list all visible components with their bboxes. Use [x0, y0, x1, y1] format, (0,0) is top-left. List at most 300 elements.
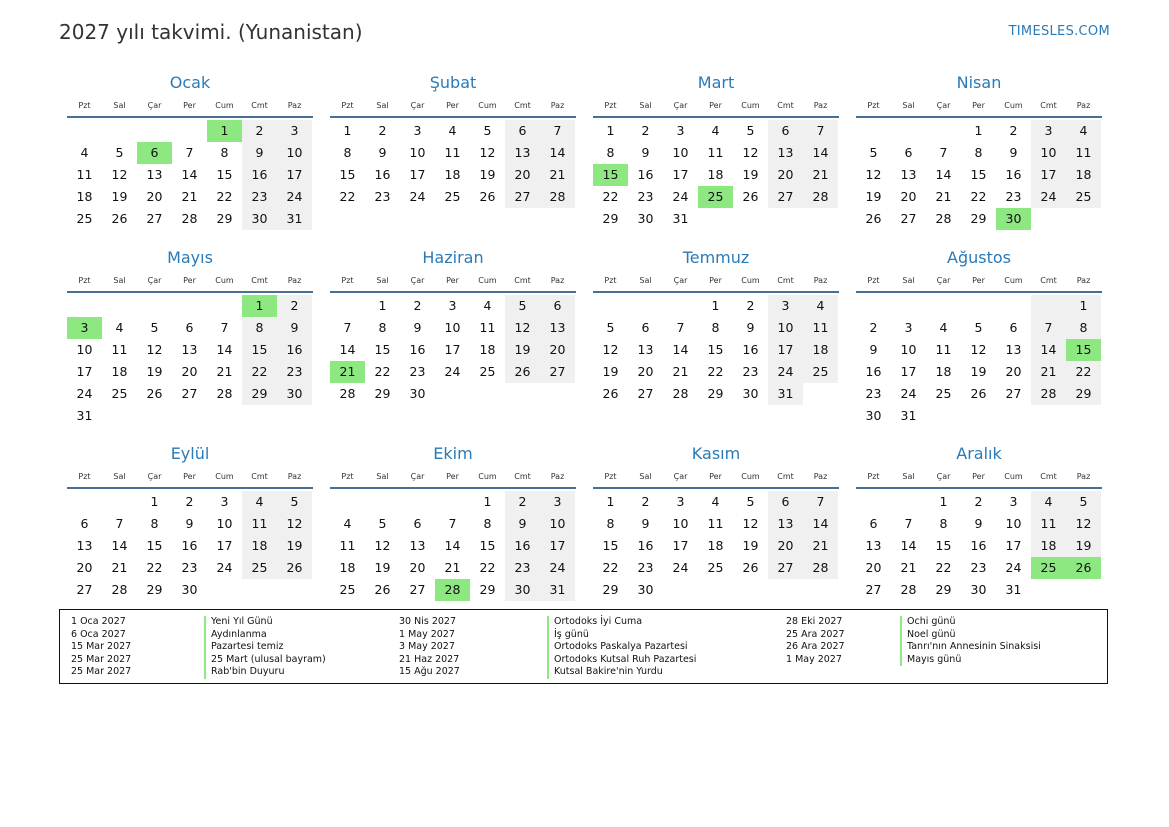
day-cell: 28: [435, 579, 470, 601]
day-cell: 18: [803, 339, 838, 361]
weekday-label: Çar: [673, 101, 688, 110]
day-cell: 29: [707, 386, 724, 401]
day-cell: 17: [540, 535, 575, 557]
day-cell: 15: [479, 538, 496, 553]
day-cell: 26: [1066, 557, 1101, 579]
day-cell: 12: [1066, 513, 1101, 535]
weekday-header: [593, 471, 839, 489]
weekday-label: Cmt: [777, 101, 794, 110]
weekday-label: Pzt: [604, 101, 617, 110]
day-cell: 14: [540, 142, 575, 164]
weekday-label: Çar: [936, 472, 951, 481]
day-cell: 2: [277, 295, 312, 317]
day-cell: 1: [939, 494, 948, 509]
empty-cell: [1031, 208, 1066, 230]
day-cell: 22: [602, 189, 619, 204]
day-cell: 8: [711, 320, 720, 335]
day-cell: 28: [339, 386, 356, 401]
day-cell: 31: [768, 383, 803, 405]
legend-date: 1 Oca 2027: [71, 616, 126, 627]
day-cell: 5: [746, 494, 755, 509]
day-cell: 8: [1066, 317, 1101, 339]
day-cell: 11: [1066, 142, 1101, 164]
day-cell: 11: [76, 167, 93, 182]
day-cell: 25: [803, 361, 838, 383]
day-cell: 2: [413, 298, 422, 313]
empty-cell: [961, 405, 996, 427]
day-cell: 5: [115, 145, 124, 160]
legend-holiday-name: 25 Mart (ulusal bayram): [204, 654, 326, 667]
day-cell: 22: [146, 560, 163, 575]
day-cell: 31: [900, 408, 917, 423]
day-cell: 27: [505, 186, 540, 208]
day-cell: 2: [185, 494, 194, 509]
day-cell: 28: [672, 386, 689, 401]
empty-cell: [856, 120, 891, 142]
weekday-label: Cmt: [251, 472, 268, 481]
week-row: [67, 361, 313, 383]
weekday-label: Paz: [550, 472, 565, 481]
day-cell: 21: [935, 189, 952, 204]
day-cell: 3: [1009, 494, 1018, 509]
weekday-label: Çar: [147, 276, 162, 285]
weekday-header: [330, 471, 576, 489]
weekday-label: Per: [709, 276, 722, 285]
day-cell: 1: [1066, 295, 1101, 317]
day-cell: 12: [146, 342, 163, 357]
day-cell: 7: [220, 320, 229, 335]
week-row: [67, 142, 313, 164]
day-cell: 23: [181, 560, 198, 575]
day-cell: 25: [707, 560, 724, 575]
week-row: [856, 317, 1102, 339]
day-cell: 23: [865, 386, 882, 401]
day-cell: 13: [768, 513, 803, 535]
day-cell: 21: [330, 361, 365, 383]
brand-link[interactable]: TIMESLES.COM: [1008, 24, 1110, 39]
empty-cell: [207, 295, 242, 317]
day-cell: 25: [444, 189, 461, 204]
day-cell: 4: [115, 320, 124, 335]
weekday-label: Pzt: [78, 472, 91, 481]
legend-date: 25 Ara 2027: [786, 628, 845, 640]
day-cell: 8: [606, 145, 615, 160]
empty-cell: [207, 579, 242, 601]
weekday-label: Paz: [1076, 276, 1091, 285]
legend-holiday-name: Noel günü: [900, 629, 1041, 642]
day-cell: 24: [768, 361, 803, 383]
empty-cell: [365, 491, 400, 513]
month-days: [856, 491, 1102, 601]
month-4: [67, 247, 313, 427]
legend-holiday-name: Kutsal Bakire'nin Yurdu: [547, 666, 696, 679]
week-row: [330, 361, 576, 383]
week-row: [856, 120, 1102, 142]
day-cell: 25: [1066, 186, 1101, 208]
day-cell: 6: [1009, 320, 1018, 335]
legend-holiday-name: İş günü: [547, 629, 696, 642]
week-row: [593, 142, 839, 164]
day-cell: 27: [1005, 386, 1022, 401]
day-cell: 22: [374, 364, 391, 379]
calendar-grid: [67, 72, 1102, 602]
weekday-label: Sal: [639, 101, 652, 110]
day-cell: 11: [707, 145, 724, 160]
month-days: [330, 295, 576, 405]
day-cell: 4: [711, 123, 720, 138]
week-row: [67, 339, 313, 361]
empty-cell: [330, 491, 365, 513]
day-cell: 19: [742, 538, 759, 553]
day-cell: 29: [479, 582, 496, 597]
day-cell: 10: [216, 516, 233, 531]
day-cell: 25: [242, 557, 277, 579]
weekday-label: Pzt: [604, 472, 617, 481]
day-cell: 29: [935, 582, 952, 597]
day-cell: 31: [540, 579, 575, 601]
month-2: [593, 72, 839, 230]
week-row: [856, 208, 1102, 230]
week-row: [67, 513, 313, 535]
day-cell: 7: [1031, 317, 1066, 339]
day-cell: 11: [444, 145, 461, 160]
day-cell: 24: [900, 386, 917, 401]
day-cell: 29: [216, 211, 233, 226]
empty-cell: [137, 120, 172, 142]
empty-cell: [137, 405, 172, 427]
day-cell: 20: [768, 164, 803, 186]
day-cell: 15: [146, 538, 163, 553]
day-cell: 5: [505, 295, 540, 317]
weekday-header: [330, 100, 576, 118]
day-cell: 12: [505, 317, 540, 339]
weekday-label: Çar: [410, 472, 425, 481]
day-cell: 7: [540, 120, 575, 142]
month-8: [67, 443, 313, 601]
weekday-label: Paz: [1076, 472, 1091, 481]
week-row: [330, 513, 576, 535]
day-cell: 26: [146, 386, 163, 401]
day-cell: 25: [111, 386, 128, 401]
day-cell: 21: [181, 189, 198, 204]
day-cell: 19: [742, 167, 759, 182]
day-cell: 9: [641, 516, 650, 531]
day-cell: 22: [707, 364, 724, 379]
weekday-label: Pzt: [341, 472, 354, 481]
day-cell: 30: [970, 582, 987, 597]
week-row: [593, 295, 839, 317]
day-cell: 4: [343, 516, 352, 531]
day-cell: 8: [606, 516, 615, 531]
month-days: [330, 120, 576, 208]
weekday-label: Sal: [902, 276, 915, 285]
day-cell: 22: [339, 189, 356, 204]
empty-cell: [242, 405, 277, 427]
day-cell: 6: [185, 320, 194, 335]
week-row: [330, 164, 576, 186]
empty-cell: [1031, 405, 1066, 427]
month-0: [67, 72, 313, 230]
day-cell: 27: [637, 386, 654, 401]
week-row: [67, 208, 313, 230]
legend-date: 3 May 2027: [399, 641, 455, 653]
day-cell: 29: [242, 383, 277, 405]
weekday-label: Pzt: [604, 276, 617, 285]
weekday-header: [330, 275, 576, 293]
day-cell: 17: [768, 339, 803, 361]
day-cell: 13: [181, 342, 198, 357]
weekday-label: Per: [183, 472, 196, 481]
empty-cell: [540, 383, 575, 405]
empty-cell: [803, 579, 838, 601]
day-cell: 22: [602, 560, 619, 575]
legend-date: 1 May 2027: [786, 653, 842, 665]
day-cell: 29: [602, 211, 619, 226]
empty-cell: [698, 208, 733, 230]
day-cell: 8: [378, 320, 387, 335]
day-cell: 14: [444, 538, 461, 553]
weekday-label: Cmt: [777, 276, 794, 285]
holiday-legend: [59, 609, 1108, 684]
day-cell: 13: [768, 142, 803, 164]
weekday-label: Per: [446, 472, 459, 481]
weekday-label: Per: [972, 276, 985, 285]
week-row: [856, 383, 1102, 405]
day-cell: 17: [76, 364, 93, 379]
month-name: Ağustos: [947, 248, 1011, 267]
empty-cell: [593, 295, 628, 317]
day-cell: 16: [970, 538, 987, 553]
day-cell: 11: [1031, 513, 1066, 535]
day-cell: 4: [483, 298, 492, 313]
day-cell: 25: [479, 364, 496, 379]
day-cell: 18: [707, 538, 724, 553]
month-9: [330, 443, 576, 601]
month-days: [593, 491, 839, 601]
month-3: [856, 72, 1102, 230]
empty-cell: [67, 295, 102, 317]
day-cell: 15: [374, 342, 391, 357]
week-row: [330, 557, 576, 579]
empty-cell: [137, 295, 172, 317]
day-cell: 29: [374, 386, 391, 401]
day-cell: 9: [185, 516, 194, 531]
weekday-label: Paz: [1076, 101, 1091, 110]
legend-date: 28 Eki 2027: [786, 616, 843, 627]
month-name: Ekim: [433, 444, 473, 463]
week-row: [330, 186, 576, 208]
day-cell: 18: [479, 342, 496, 357]
day-cell: 11: [242, 513, 277, 535]
month-days: [67, 120, 313, 230]
week-row: [856, 557, 1102, 579]
day-cell: 21: [444, 560, 461, 575]
day-cell: 26: [277, 557, 312, 579]
weekday-label: Cmt: [1040, 276, 1057, 285]
day-cell: 29: [602, 582, 619, 597]
empty-cell: [277, 405, 312, 427]
day-cell: 2: [505, 491, 540, 513]
empty-cell: [1066, 208, 1101, 230]
day-cell: 6: [540, 295, 575, 317]
day-cell: 10: [409, 145, 426, 160]
weekday-label: Per: [183, 276, 196, 285]
legend-names-col-3: [900, 616, 1041, 666]
weekday-label: Cum: [1004, 472, 1023, 481]
day-cell: 19: [505, 339, 540, 361]
day-cell: 22: [242, 361, 277, 383]
weekday-header: [67, 471, 313, 489]
day-cell: 25: [698, 186, 733, 208]
day-cell: 29: [146, 582, 163, 597]
day-cell: 2: [378, 123, 387, 138]
day-cell: 21: [111, 560, 128, 575]
day-cell: 28: [540, 186, 575, 208]
day-cell: 17: [277, 164, 312, 186]
day-cell: 9: [974, 516, 983, 531]
week-row: [67, 557, 313, 579]
day-cell: 26: [970, 386, 987, 401]
day-cell: 6: [641, 320, 650, 335]
day-cell: 25: [76, 211, 93, 226]
legend-names-col-1: [204, 616, 326, 679]
weekday-label: Sal: [639, 472, 652, 481]
month-10: [593, 443, 839, 601]
weekday-label: Cmt: [1040, 472, 1057, 481]
day-cell: 2: [242, 120, 277, 142]
day-cell: 5: [150, 320, 159, 335]
week-row: [593, 164, 839, 186]
weekday-label: Paz: [813, 472, 828, 481]
day-cell: 16: [742, 342, 759, 357]
day-cell: 12: [742, 145, 759, 160]
week-row: [593, 513, 839, 535]
legend-date: 25 Mar 2027: [71, 666, 132, 678]
week-row: [67, 491, 313, 513]
month-days: [67, 491, 313, 601]
day-cell: 3: [67, 317, 102, 339]
day-cell: 19: [146, 364, 163, 379]
week-row: [67, 405, 313, 427]
weekday-label: Çar: [410, 101, 425, 110]
day-cell: 30: [865, 408, 882, 423]
month-days: [856, 295, 1102, 427]
month-days: [67, 295, 313, 427]
empty-cell: [663, 579, 698, 601]
weekday-header: [67, 100, 313, 118]
weekday-label: Per: [709, 101, 722, 110]
weekday-label: Pzt: [341, 276, 354, 285]
day-cell: 30: [505, 579, 540, 601]
month-name: Mart: [697, 73, 735, 92]
day-cell: 25: [1031, 557, 1066, 579]
day-cell: 9: [505, 513, 540, 535]
day-cell: 6: [768, 491, 803, 513]
day-cell: 10: [444, 320, 461, 335]
day-cell: 5: [1066, 491, 1101, 513]
day-cell: 31: [277, 208, 312, 230]
weekday-label: Per: [446, 101, 459, 110]
day-cell: 10: [768, 317, 803, 339]
day-cell: 23: [637, 189, 654, 204]
week-row: [856, 535, 1102, 557]
day-cell: 14: [803, 513, 838, 535]
month-name: Nisan: [956, 73, 1002, 92]
day-cell: 10: [900, 342, 917, 357]
day-cell: 24: [409, 189, 426, 204]
day-cell: 10: [672, 516, 689, 531]
day-cell: 27: [409, 582, 426, 597]
day-cell: 1: [242, 295, 277, 317]
month-7: [856, 247, 1102, 427]
legend-holiday-name: Aydınlanma: [204, 629, 326, 642]
day-cell: 6: [80, 516, 89, 531]
day-cell: 13: [505, 142, 540, 164]
legend-dates-col-3: [786, 616, 845, 666]
month-name: Aralık: [956, 444, 1002, 463]
day-cell: 9: [378, 145, 387, 160]
weekday-label: Paz: [550, 276, 565, 285]
day-cell: 20: [409, 560, 426, 575]
day-cell: 3: [448, 298, 457, 313]
week-row: [330, 579, 576, 601]
day-cell: 21: [1031, 361, 1066, 383]
day-cell: 30: [996, 208, 1031, 230]
month-name: Haziran: [422, 248, 484, 267]
day-cell: 28: [111, 582, 128, 597]
page-title: 2027 yılı takvimi. (Yunanistan): [59, 20, 363, 44]
week-row: [330, 491, 576, 513]
day-cell: 24: [444, 364, 461, 379]
day-cell: 19: [865, 189, 882, 204]
day-cell: 18: [76, 189, 93, 204]
day-cell: 20: [637, 364, 654, 379]
week-row: [67, 164, 313, 186]
weekday-label: Sal: [376, 276, 389, 285]
day-cell: 31: [1005, 582, 1022, 597]
week-row: [67, 579, 313, 601]
day-cell: 12: [374, 538, 391, 553]
week-row: [856, 491, 1102, 513]
empty-cell: [102, 120, 137, 142]
day-cell: 13: [900, 167, 917, 182]
day-cell: 8: [220, 145, 229, 160]
day-cell: 16: [637, 538, 654, 553]
day-cell: 30: [409, 386, 426, 401]
day-cell: 6: [505, 120, 540, 142]
weekday-label: Sal: [113, 472, 126, 481]
week-row: [856, 513, 1102, 535]
day-cell: 21: [216, 364, 233, 379]
weekday-header: [67, 275, 313, 293]
empty-cell: [277, 579, 312, 601]
day-cell: 19: [602, 364, 619, 379]
day-cell: 13: [76, 538, 93, 553]
week-row: [856, 405, 1102, 427]
day-cell: 26: [374, 582, 391, 597]
day-cell: 13: [865, 538, 882, 553]
empty-cell: [67, 120, 102, 142]
day-cell: 28: [181, 211, 198, 226]
day-cell: 12: [742, 516, 759, 531]
day-cell: 2: [641, 494, 650, 509]
day-cell: 27: [865, 582, 882, 597]
day-cell: 17: [1005, 538, 1022, 553]
day-cell: 19: [970, 364, 987, 379]
empty-cell: [172, 295, 207, 317]
legend-holiday-name: Ortodoks İyi Cuma: [547, 616, 696, 629]
month-days: [593, 295, 839, 405]
